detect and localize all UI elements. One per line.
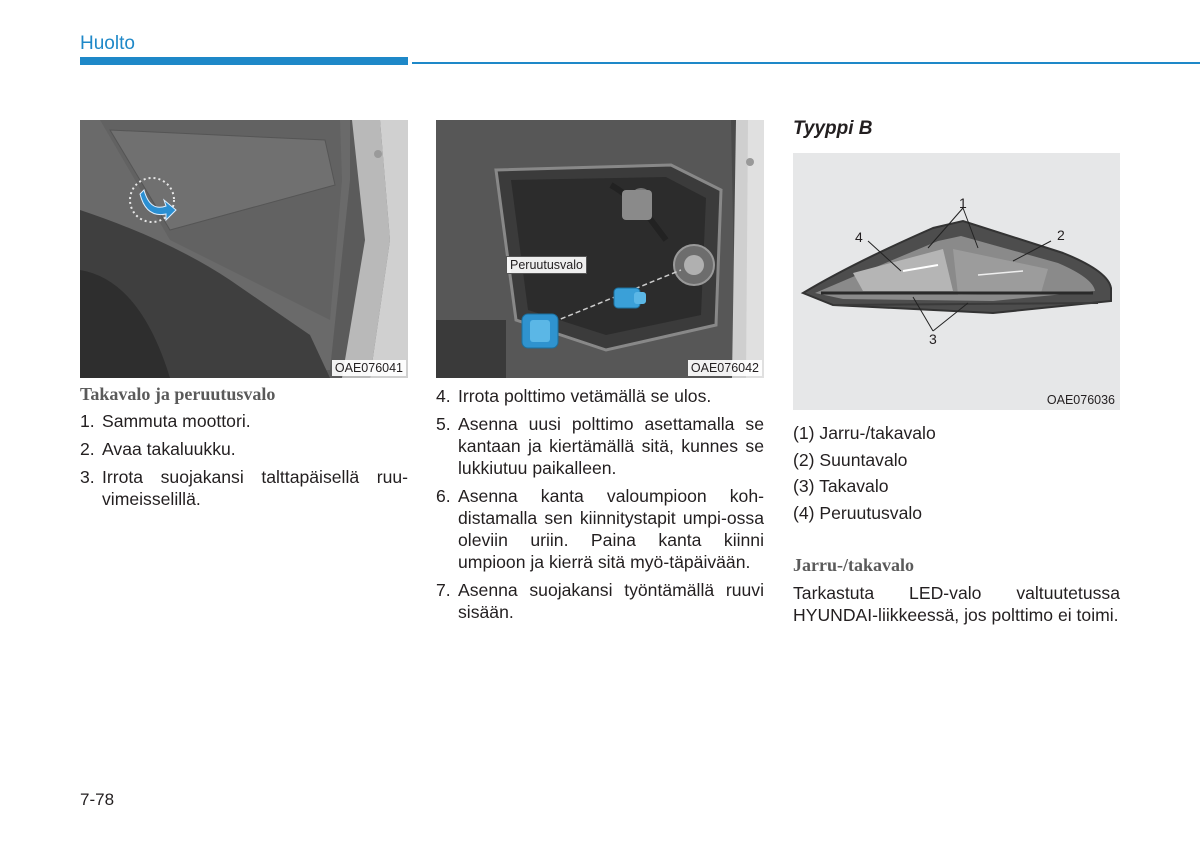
list-item: 3. Irrota suojakansi talttapäisellä ruu-vimeisselillä.	[80, 467, 408, 509]
subheading-jarru: Jarru-/takavalo	[793, 555, 914, 575]
page-number: 7-78	[80, 790, 115, 809]
figure-trunk-cover	[80, 120, 408, 378]
legend-item: (2) Suuntavalo	[793, 449, 908, 470]
steps-list-col2	[436, 385, 764, 629]
callout-number: 3	[929, 331, 937, 347]
callout-number: 1	[959, 195, 967, 211]
subheading-takavalo: Takavalo ja peruutusvalo	[80, 384, 276, 404]
list-item: 1. Sammuta moottori.	[80, 411, 251, 431]
legend-item: (3) Takavalo	[793, 476, 889, 496]
list-item: 4. Irrota polttimo vetämällä se ulos.	[436, 386, 712, 406]
figure-tail-light	[793, 153, 1120, 410]
steps-list-col1	[80, 410, 408, 516]
callout-label: Peruutusvalo	[506, 256, 587, 274]
socket-base-icon	[522, 314, 558, 348]
figure-code: OAE076042	[688, 360, 762, 376]
tail-light-illustration	[793, 153, 1120, 410]
paragraph-led: Tarkastuta LED-valo valtuutetussa HYUNDAI-liikkeessä, jos polttimo ei toimi.	[793, 583, 1120, 625]
legend-item: (4) Peruutusvalo	[793, 502, 923, 523]
type-title: Tyyppi B	[793, 118, 873, 139]
trunk-cover-illustration	[80, 120, 408, 378]
figure-bulb-socket	[436, 120, 764, 378]
figure-code: OAE076036	[1046, 393, 1115, 407]
list-item: 5. Asenna uusi polttimo asettamalla se kantaan ja kiertämällä sitä, kunnes se lukkiutuu paikalleen.	[436, 414, 764, 478]
section-title: Huolto	[80, 33, 135, 54]
header-rule-thin	[412, 62, 1200, 64]
legend-item: (1) Jarru-/takavalo	[793, 423, 936, 443]
bulb-socket-illustration	[436, 120, 764, 378]
list-item: 6. Asenna kanta valoumpioon koh-distamalla sen kiinnitystapit umpi-ossa oleviin uriin. Paina kanta kiinni umpioon ja kierrä sitä myö-täpäivään.	[436, 486, 764, 572]
callout-number: 2	[1057, 227, 1065, 243]
callout-number: 4	[855, 229, 863, 245]
list-item: 7. Asenna suojakansi työntämällä ruuvi sisään.	[436, 580, 764, 622]
list-item: 2. Avaa takaluukku.	[80, 439, 236, 459]
legend-list	[793, 420, 936, 526]
header-rule-thick	[80, 57, 408, 65]
figure-code: OAE076041	[332, 360, 406, 376]
